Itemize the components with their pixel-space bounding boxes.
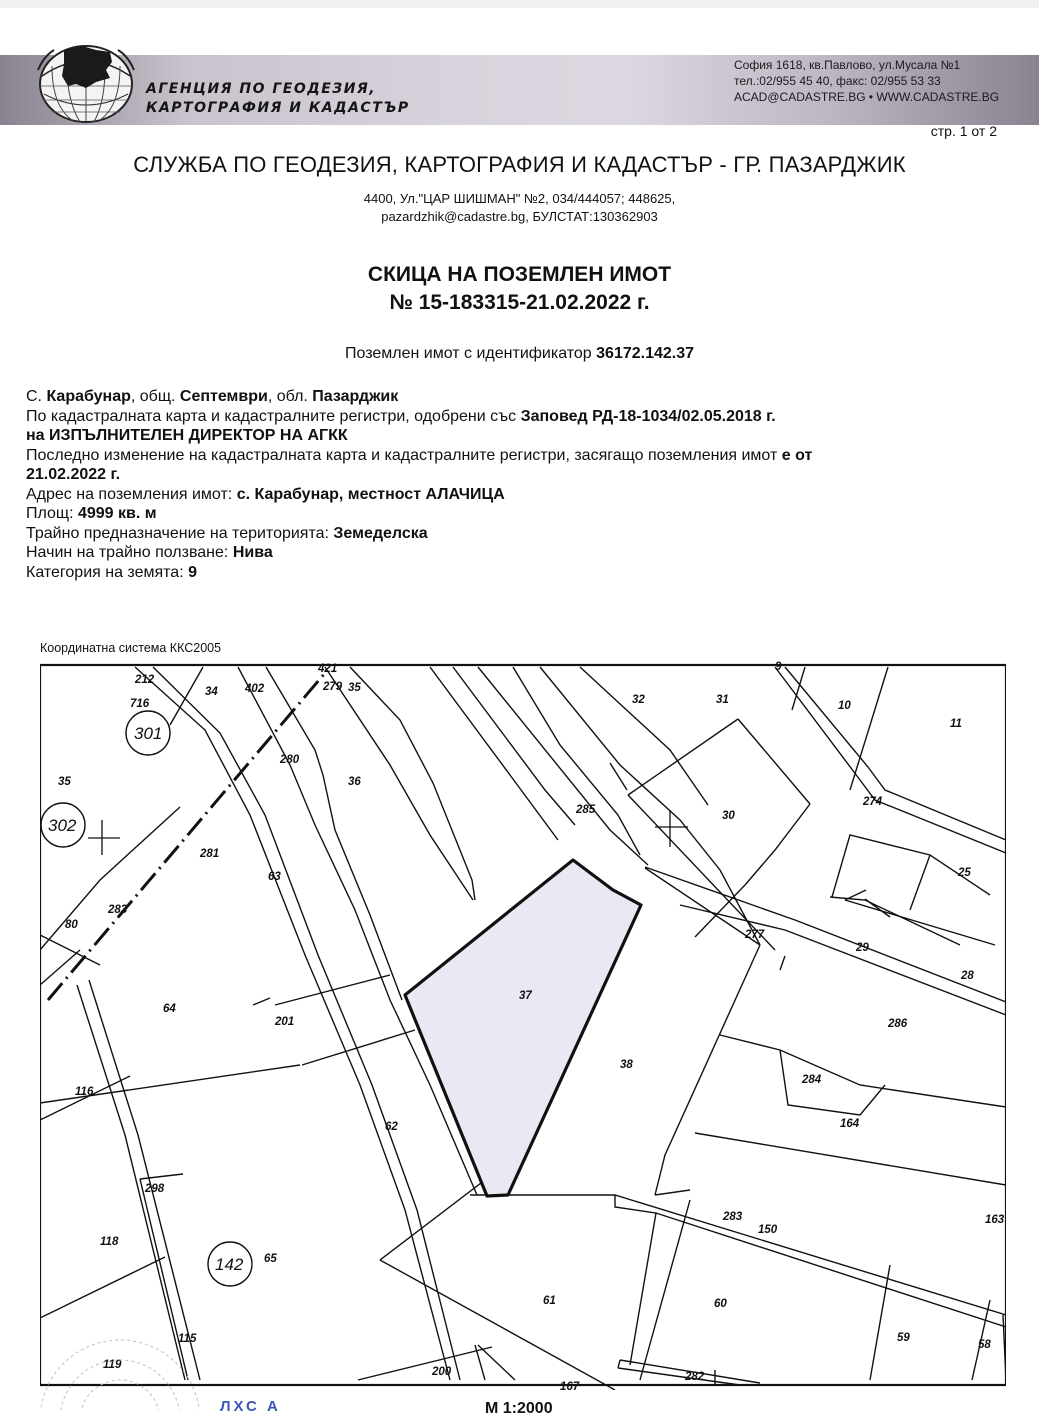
svg-text:150: 150	[758, 1224, 778, 1236]
approval-order: Заповед РД-18-1034/02.05.2018 г.	[520, 407, 776, 425]
svg-text:32: 32	[632, 694, 645, 706]
svg-text:34: 34	[205, 686, 218, 698]
cadastral-map	[40, 655, 1006, 1390]
official-stamp-icon	[30, 1330, 210, 1410]
municipality-label: , общ.	[130, 388, 180, 405]
office-address-line2: pazardzhik@cadastre.bg, БУЛСТАТ:130362903	[381, 209, 658, 224]
agency-phone-fax: тел.:02/955 45 40, факс: 02/955 53 33	[734, 74, 941, 88]
svg-text:62: 62	[385, 1121, 398, 1133]
area-value: 4999 кв. м	[77, 505, 157, 522]
svg-text:200: 200	[432, 1366, 452, 1378]
agency-email-web: ACAD@CADASTRE.BG • WWW.CADASTRE.BG	[734, 90, 1000, 104]
svg-text:64: 64	[163, 1003, 176, 1015]
svg-text:115: 115	[178, 1333, 197, 1345]
svg-text:283: 283	[108, 904, 128, 916]
office-address	[0, 190, 1039, 226]
purpose-label: Трайно предназначение на територията:	[26, 524, 334, 542]
area-label: Площ:	[26, 505, 78, 522]
address-label: Адрес на поземления имот:	[26, 485, 237, 503]
usage-row	[26, 543, 1026, 563]
location-row	[26, 387, 1026, 407]
svg-text:119: 119	[103, 1359, 122, 1371]
parcel-details	[26, 387, 1026, 582]
agency-address: София 1618, кв.Павлово, ул.Мусала №1	[734, 58, 961, 72]
svg-text:283: 283	[723, 1211, 743, 1223]
category-label: Категория на земята:	[26, 563, 189, 581]
svg-text:80: 80	[65, 919, 78, 931]
svg-text:716: 716	[130, 698, 150, 710]
svg-text:201: 201	[275, 1016, 295, 1028]
svg-text:9: 9	[775, 661, 782, 673]
svg-text:282: 282	[685, 1371, 705, 1383]
svg-text:421: 421	[318, 663, 338, 675]
svg-text:29: 29	[856, 942, 869, 954]
office-address-line1: 4400, Ул."ЦАР ШИШМАН" №2, 034/444057; 448625,	[363, 191, 676, 206]
document-title-line1: СКИЦА НА ПОЗЕМЛЕН ИМОТ	[367, 263, 672, 286]
category-row	[26, 563, 1026, 583]
document-title	[0, 261, 1039, 317]
agency-name-line1: АГЕНЦИЯ ПО ГЕОДЕЗИЯ,	[146, 81, 377, 97]
svg-text:301: 301	[134, 724, 163, 743]
usage-label: Начин на трайно ползване:	[26, 544, 233, 561]
last-change-text: Последно изменение на кадастралната карта и кадастралните регистри, засягащо поземления имот	[26, 446, 782, 464]
svg-text:11: 11	[950, 718, 962, 730]
svg-text:30: 30	[722, 810, 735, 822]
svg-text:61: 61	[543, 1295, 556, 1307]
village: Карабунар	[46, 388, 131, 405]
stamp-text: ЛХС А	[220, 1398, 281, 1415]
svg-text:167: 167	[560, 1381, 580, 1390]
svg-text:60: 60	[714, 1298, 727, 1310]
subject-parcel-37	[405, 860, 641, 1196]
region: Пазарджик	[312, 388, 399, 405]
address-row	[26, 485, 1026, 505]
svg-text:298: 298	[145, 1183, 165, 1195]
top-edge	[0, 0, 1039, 8]
approval-row	[26, 407, 1026, 427]
svg-text:36: 36	[348, 776, 361, 788]
svg-text:286: 286	[888, 1018, 908, 1030]
office-title: СЛУЖБА ПО ГЕОДЕЗИЯ, КАРТОГРАФИЯ И КАДАСТЪР - ГР. ПАЗАРДЖИК	[133, 152, 906, 177]
svg-text:302: 302	[48, 816, 77, 835]
agency-name-line2: КАРТОГРАФИЯ И КАДАСТЪР	[146, 100, 410, 116]
parcel-identifier	[0, 345, 1039, 363]
svg-text:65: 65	[264, 1253, 277, 1265]
purpose-value: Земеделска	[333, 524, 428, 542]
usage-value: Нива	[232, 544, 273, 561]
last-change-date: 21.02.2022 г.	[26, 466, 121, 483]
svg-text:212: 212	[135, 674, 155, 686]
identifier-label: Поземлен имот с идентификатор	[344, 345, 597, 362]
last-change-date-row	[26, 465, 1026, 485]
coordinate-system-label: Координатна система ККС2005	[40, 641, 222, 655]
region-label: , обл.	[267, 388, 313, 405]
identifier-value: 36172.142.37	[596, 345, 695, 362]
agency-globe-logo-icon	[32, 36, 140, 126]
approval-text: По кадастралната карта и кадастралните регистри, одобрени със	[26, 407, 521, 425]
svg-text:279: 279	[323, 681, 343, 693]
svg-text:10: 10	[838, 700, 851, 712]
document-number: № 15-183315-21.02.2022 г.	[389, 291, 650, 314]
svg-text:63: 63	[268, 871, 281, 883]
address-value: с. Карабунар, местност АЛАЧИЦА	[236, 485, 505, 503]
svg-text:281: 281	[200, 848, 220, 860]
svg-text:285: 285	[576, 804, 596, 816]
svg-text:28: 28	[961, 970, 974, 982]
svg-text:280: 280	[280, 754, 300, 766]
svg-text:142: 142	[215, 1255, 244, 1274]
purpose-row	[26, 524, 1026, 544]
svg-text:277: 277	[745, 929, 765, 941]
svg-text:118: 118	[100, 1236, 119, 1248]
svg-text:35: 35	[348, 682, 361, 694]
svg-text:59: 59	[897, 1332, 910, 1344]
area-row	[26, 504, 1026, 524]
svg-text:274: 274	[863, 796, 883, 808]
map-scale: М 1:2000	[485, 1400, 553, 1417]
svg-text:116: 116	[75, 1086, 94, 1098]
svg-text:38: 38	[620, 1059, 633, 1071]
svg-text:25: 25	[958, 867, 971, 879]
last-change-row	[26, 446, 1026, 466]
last-change-suffix: е от	[781, 446, 813, 464]
svg-text:284: 284	[802, 1074, 822, 1086]
agency-contact	[734, 57, 999, 105]
approval-authority-row	[26, 426, 1026, 446]
page-indicator: стр. 1 от 2	[930, 123, 997, 139]
agency-name	[146, 80, 410, 118]
category-value: 9	[188, 563, 197, 581]
location-prefix: С.	[26, 388, 47, 405]
approval-authority: на ИЗПЪЛНИТЕЛЕН ДИРЕКТОР НА АГКК	[26, 427, 348, 444]
svg-text:164: 164	[840, 1118, 860, 1130]
svg-text:37: 37	[519, 990, 532, 1002]
svg-text:402: 402	[245, 683, 265, 695]
svg-text:31: 31	[716, 694, 729, 706]
svg-text:58: 58	[978, 1339, 991, 1351]
svg-text:35: 35	[58, 776, 71, 788]
municipality: Септември	[179, 388, 268, 405]
svg-text:163: 163	[985, 1214, 1005, 1226]
